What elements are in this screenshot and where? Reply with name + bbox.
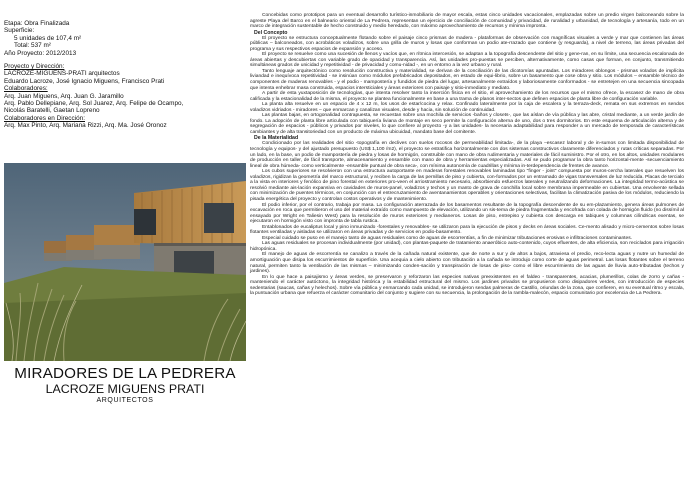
project-photo xyxy=(4,163,246,361)
colaboradores-1: Arq. Juan Miguens, Arq. Juan G. Jaramillo xyxy=(4,92,124,100)
paragraph: El proyecto se estructura conceptualmente flotando sobre el paisaje cinco prismas de madera - plataformas de observación con magníficas visuales a verde y mar que contienen las áreas públicas – balconeados, con acrobáticos voladizos, sobre una grilla de muros y losas que conforman un podio ate-rrazado que contiene (y resguarda), a nivel de terreno, las áreas privadas del programa y sus respectivos espacios de expansión y acceso. xyxy=(250,35,684,52)
superficie-label: Superficie: xyxy=(4,27,35,35)
grass xyxy=(4,267,246,361)
project-title: MIRADORES DE LA PEDRERA xyxy=(14,365,236,382)
paragraph: Concebidas como prototipos para un eventual desarrollo turístico-inmobiliario de mayor escala, estas cinco unidades vacacionales, emplazadas sobre un predio virgen balconeando sobre la agreste Playa del Barco en el balneario oriental de La Pedrera, representan un ejercicio de conciliación de comunidad y privacidad, de ruralidad y urbanidad, de tecnología y artesanía, todo en un marco de integración sustentable de hecho construido y medio heredado, con máximo aprovechamiento de recursos y mínima impronta. xyxy=(250,13,684,30)
autores: Eduardo Lacroze, José Ignacio Miguens, Francisco Prati xyxy=(4,77,165,85)
colaboradores-2: Arq. Pablo Dellepiane, Arq. Sol Juarez, Arq. Felipe de Ocampo, xyxy=(4,100,184,108)
colaboradores-direccion-1: Arq. Max Pinto, Arq. Mariana Rizzi, Arq. Ma. José Oronoz xyxy=(4,122,167,130)
colaboradores-3: Nicolás Baratelli, Gaetan Lopreno xyxy=(4,107,100,115)
studio-subtitle: ARQUITECTOS xyxy=(96,397,154,404)
paragraph: Las aguas residuales se procesan individualmente (por unidad), con plantas-paquete de tratamiento anaeróbico auto-contenido, cuyos efluentes, de alta eficiencia, son reciclados para irrigación hidropónica. xyxy=(250,241,684,252)
section-heading-materialidad: De la Materialidad xyxy=(254,135,299,142)
estudio: LACROZE-MIGUENS-PRATI arquitectos xyxy=(4,70,120,78)
paragraph: La planta alta resuelve en un espacio de 4 x 12 m, los usos de estar/cocina y relax. Confinado lateralmente por la caja de escalera y la terraza-deck, remata en sus extremos en sendos voladizos vidriados - miradores – que enmarcan y canalizan visuales, desde y hacia, sin solución de continuidad. xyxy=(250,102,684,113)
paragraph: Tanto lenguaje arquitectónico como resolución constructiva y materialidad, se derivan de la conciliación de las dicotomías apuntadas. Los miradores oblongos - prismas volados de implícita liviandad e inequívoca repetitividad - se insinúan como módulos prefabricados depositados, en estado de equi-librio, sobre un basamento que cose obra y sitio. Los módulos – ensamble técnico de componentes de maderas renovables - y el podio - mampostería y fundidos de piedra del lugar, artesanalmente extraídos y laboriosamente conformados - se entretejen en una secuencia sincopada que intenta enhebrar masa construida, espacios intersticiales y áreas exteriores con paisaje y sitio-inmediato y mediato. xyxy=(250,68,684,91)
colaboradores-direccion-heading: Colaboradores en Dirección: xyxy=(4,114,85,122)
total: Total: 537 m² xyxy=(14,42,51,50)
paragraph: Condicionado por las realidades del sitio -topografía en declives con suelos rocosos de permeabilidad limitada-, de la playa –escasez laboral y de in-sumos con limitada disponibilidad de tecnología y equipos- y del ajustado presupuesto (US$ 1,100 /m2), el proyecto se estratifica horizontalmente con dos sistemas constructivos claramente diferenciados y rutas críticas separadas. Por un lado, en la base, un podio de mampostería de piedra y losas de hormigón, construible con mano de obra rudimentaria y materiales de fácil suministro. Por el otro, en los altos, unidades modulares de producción en taller, de fácil transporte, almacenamiento y ensamble con mano de obra y herramientas especializadas. Así se pudo programar la obra tanto horizontal-mente -secuenciamiento lineal de obra húmeda- como verticalmente -ensamble puntual de obra seca-, con mínima autonomía de cuadrillas y mínima in-terdependencia de frentes de avance. xyxy=(250,141,684,169)
paragraph: El proyecto se resuelve como una sucesión de llenos y vacíos que, en rítmica intercesión, se adaptan a la topografía descendente del sitio y gene-ran, en su límite, una secuencia escalonada de áreas abiertas y descubiertas con variable grado de opacidad y transparencia. Así, las unidades pro-puestas se perciben, alternativamente, como casas que forman, en conjunto, transmitiendo simultáneas grados de unicidad y repetitividad - de privacidad y comu-nidad -, en un entorno a la vez urbano y rural. xyxy=(250,52,684,69)
house-row-illustration xyxy=(4,163,246,361)
paragraph: El manejo de aguas de escorrentía se canalizo a través de la cañada natural existente, que de norte a sur y de altos a bajos, atraviesa el predio, reco-lecta aguas y nutre un humedal de amortiguación que disipa los escurrimientos de superficie. Una acequia a cielo abierto con tributación a la cañada se introdujo como corte de aguas perimetral. Las losas flotantes sobre el terreno natural, permiten tanto la ventilación de las mismas – minimizando conden-sación y transpiración de losas de piso- como el libre escurrimiento de las aguas de lluvia auto-tributadas (techos y jardines). xyxy=(250,252,684,275)
paragraph: Especial cuidado se puso en el manejo tanto de aguas residuales como de aguas de escorrentías, a fin de minimizar tributaciones erosivas e infiltraciones contaminantes. xyxy=(262,235,633,241)
description-column xyxy=(250,13,684,485)
anio-proyecto: Año Proyecto: 2012/2013 xyxy=(4,49,77,57)
paragraph: En lo que hace a paisajismo y áreas verdes, se preservaron y reforzaron las especies nativas preexistentes en el faldeo - transparentes, acacias, plumerillos, colas de zorro y cañas - manteniendo el carácter autóctono, la integridad histórica y la estabilidad estructural del mismo. Los jardines privados se propusieron como disipadores verdes, con introducción de especies sedentarias (saucas, cañas y helechos). Sobre vía pública y enmarcando cada unidad, se introdujeron sendas palmeras de Castillo, oriundas de la zona, que confieren, en su eventual ritmo y escala, la puntuación urbana que refuerza el carácter comunitario del conjunto y sugiere con su secuencia, la prolongación de la rambla-malecón, espacio comunitario por excelencia de La Pedrera. xyxy=(250,274,684,297)
unidades: 5 unidades de 107,4 m² xyxy=(14,34,82,42)
paragraph: Las plantas bajas, en ortogonalidad contrapuesta, se recuestan sobre una mochila de servicios -baños y closets-, que las aíslan de vía pública y las abre, cristal mediante, a un verde jardín de fondo. La adopción de planta libre articulada con tabiquería liviana de montaje en seco permite la configuración alterna de uno, dos o tres dormitorios. En este esquema de articulación alterna y de segregación de espacios - públicos y privados por niveles, lo que confiere al proyecto -y a las unidades- la necesaria adaptabilidad para responder a un mercado de temporada de características cambiantes y de alta transitoriedad con un producto de máxima ubicuidad, mandato base del comitente. xyxy=(250,113,684,135)
paragraph: Entablonados de eucaliptus local y pino inmunizado -forestales y renovables- se utilizaron para la ejecución de pisos y decks en áreas sociales. Ce-mento alisado y micro-cementos sobre losas flotantes ventiladas y aisladas se utilizaron en áreas privadas y de servicios en podio-basamento. xyxy=(250,224,684,236)
etapa: Etapa: Obra Finalizada xyxy=(4,20,70,27)
paragraph: A partir de esta yuxtaposición de tecnologías, que intenta resolver tanto la inserción física en el sitio, el aprovechamiento de los recursos que el mismo ofrece, la escasez de mano de obra calificada y la estacionalidad de la misma, el proyecto se plantea funcionalmente en base a una trama de planos inter-sectos que definen espacios de planta libre de configuración variable. xyxy=(250,91,684,102)
studio-name: LACROZE MIGUENS PRATI xyxy=(45,382,205,396)
project-metadata xyxy=(4,20,246,130)
colaboradores-heading: Colaboradores: xyxy=(4,85,48,93)
title-block xyxy=(4,366,246,405)
left-column xyxy=(4,20,246,488)
proyecto-heading: Proyecto y Dirección: xyxy=(4,63,65,71)
paragraph: El podio inferior, por el contrario, trabaja por masa. La configuración aterrazada de los basamentos resultante de la topografía descendente de su em-plazamiento, genera áreas pulmones de excavación en roca que permitieron el uso del material extraído como mampuesto de elevación, utilizando un sis-tema de piedra fragmentada y encofrada con colada de hormigón fluido (no dissímil al ensayado por Wright en Taliesin West) para la resolución de muros exteriores y medianeros. Losas de piso, entrepiso y cubierta con descarga en tabiques y columnas cilíndricas exentas, se ejecutaron en hormigón visto con impronta de tabla rustica. xyxy=(250,202,684,225)
paragraph: Los cubos superiores se resolvieron con una estructura autoportante en maderas forestales renovables laminadas tipo "finger - joint" compuesta por muros-cercha laterales que resuelven los voladizos, rigidizan la geometría del marco estructural, y reciben la carga de las pernillas de piso y cubierta, con-formados por un entramado de vigas transversales de luz reducida. Placas de tercialo a la vista en interiores y fenólico de pino forestal en exteriores pro-veen el arriostramiento necesario, absorbiendo esfuerzos laterales y neutralizando deformaciones. La integridad termo-acústica se resolvió mediante ais-lación expansiva en cavidades de muros-panel, voladizos y techos y un manto de grava de conchilla local sobre membrana impermeable en cubiertas. Una envolvente sellada con minimización de puentes térmicos, en conjunción con el entrecruzamiento de aventanamientos operables y orientaciones selectivas, facilitan la climatización pasiva de los módulos, reduciendo la pisada energética del proyecto y controlan costos operativos y de mantenimiento. xyxy=(250,169,684,202)
section-heading-concepto: Del Concepto xyxy=(254,29,288,36)
